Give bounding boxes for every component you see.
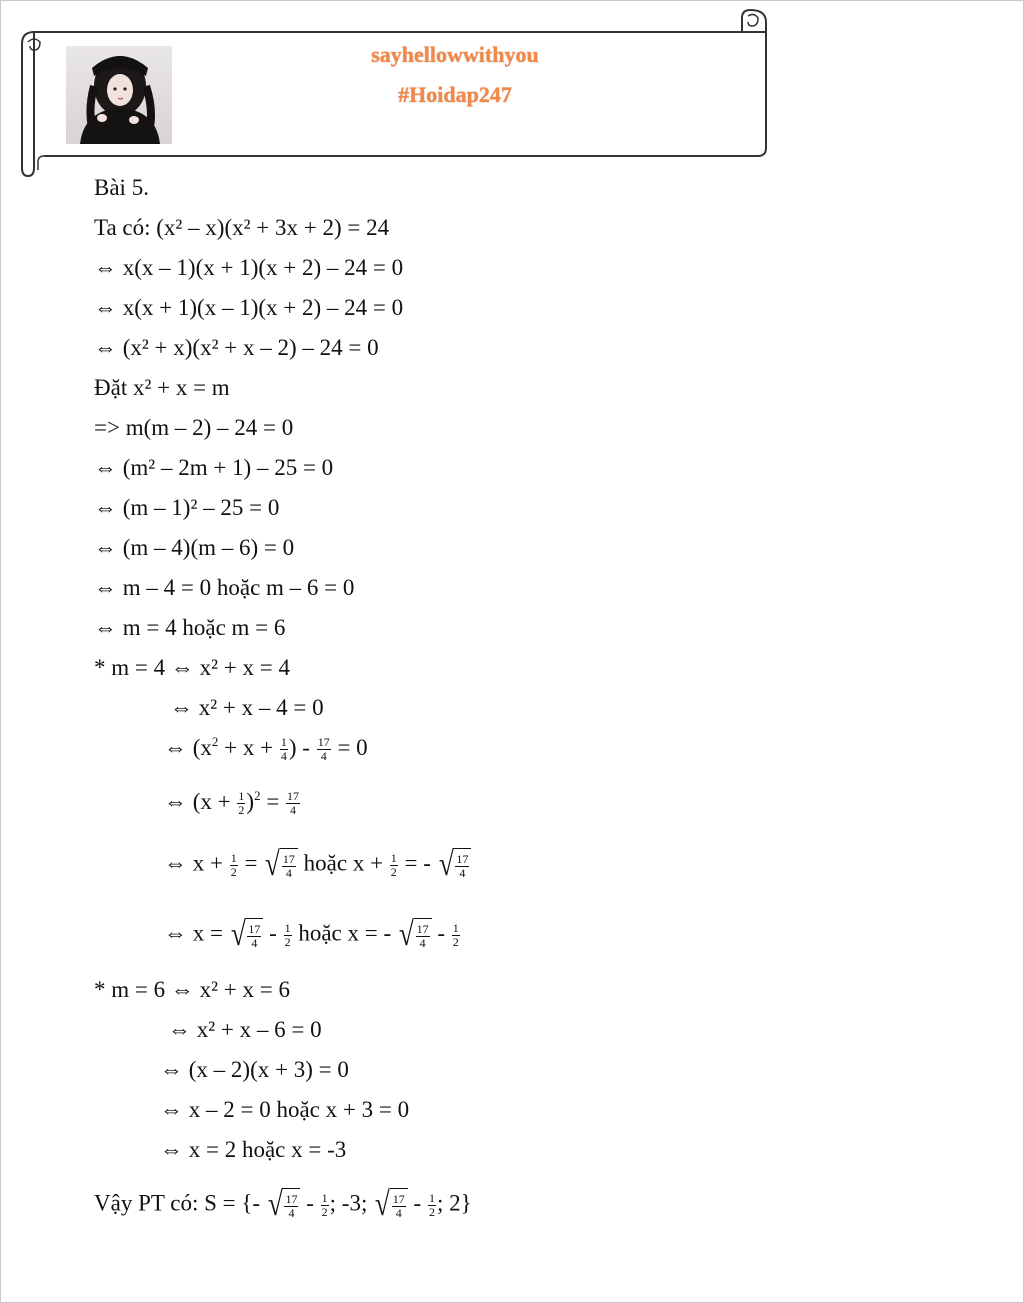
equation-line: ⇔ x = √ $\frac{17}{4}$ - $\frac{1}{2}$ hoặc x = - √ $\frac{17}{4}$ - $\frac{1}{2}$ xyxy=(164,916,459,953)
equation-line: ⇔ x = 2 hoặc x = -3 xyxy=(160,1137,347,1162)
equation-line: ⇔ x(x – 1)(x + 1)(x + 2) – 24 = 0 xyxy=(94,255,404,280)
fraction: $\frac{17}{4}$ xyxy=(287,789,300,818)
equation-line: => m(m – 2) – 24 = 0 xyxy=(94,415,294,440)
equation-line: ⇔ x² + x – 6 = 0 xyxy=(168,1017,322,1042)
fraction: $\frac{1}{2}$ xyxy=(238,789,245,818)
case-heading: * m = 4 ⇔ x² + x = 4 xyxy=(94,655,290,680)
square-root: √ $\frac{17}{4}$ xyxy=(373,1188,408,1222)
equation-line: ⇔ x² + x – 4 = 0 xyxy=(170,695,324,720)
square-root: √ $\frac{17}{4}$ xyxy=(437,848,472,882)
equation-line: ⇔ x – 2 = 0 hoặc x + 3 = 0 xyxy=(160,1097,410,1122)
exercise-title: Bài 5. xyxy=(94,175,149,200)
equation-line: Ta có: (x² – x)(x² + 3x + 2) = 24 xyxy=(94,215,390,240)
fraction: $\frac{1}{2}$ xyxy=(390,850,397,879)
equation-line: ⇔ (m² – 2m + 1) – 25 = 0 xyxy=(94,455,334,480)
equation-line: ⇔ (m – 4)(m – 6) = 0 xyxy=(94,535,295,560)
fraction: $\frac{1}{2}$ xyxy=(321,1190,328,1219)
exponent: 2 xyxy=(211,734,219,749)
square-root: √ $\frac{17}{4}$ xyxy=(263,848,298,882)
substitution-line: Đặt x² + x = m xyxy=(94,375,230,400)
case-heading: * m = 6 ⇔ x² + x = 6 xyxy=(94,977,290,1002)
fraction: $\frac{1}{4}$ xyxy=(280,735,287,764)
square-root: √ $\frac{17}{4}$ xyxy=(397,918,432,952)
equation-line: ⇔ (x + $\frac{1}{2}$ )$^2$ = $\frac{17}{4}$ xyxy=(164,788,300,818)
equation-line: ⇔ (m – 1)² – 25 = 0 xyxy=(94,495,280,520)
equation-line: ⇔ ($x^2 + x$ + $\frac{1}{4}$ ) - $\frac{17}{4}$ = 0 xyxy=(164,734,368,764)
fraction: $\frac{1}{2}$ xyxy=(428,1190,435,1219)
exponent: 2 xyxy=(254,788,261,803)
conclusion-line: Vậy PT có: S = {- √ $\frac{17}{4}$ - $\frac{1}{2}$ ; -3; √ $\frac{17}{4}$ - $\frac{1}{2}$ ; 2} xyxy=(94,1186,472,1223)
square-root: √ $\frac{17}{4}$ xyxy=(229,918,264,952)
square-root: √ $\frac{17}{4}$ xyxy=(266,1188,301,1222)
equation-line: ⇔ x + $\frac{1}{2}$ = √ $\frac{17}{4}$ hoặc x + $\frac{1}{2}$ = - √ $\frac{17}{4}$ xyxy=(164,848,471,882)
fraction: $\frac{1}{2}$ xyxy=(452,920,459,949)
fraction: $\frac{17}{4}$ xyxy=(317,735,330,764)
fraction: $\frac{1}{2}$ xyxy=(230,850,237,879)
equation-line: ⇔ (x² + x)(x² + x – 2) – 24 = 0 xyxy=(94,335,379,360)
fraction: $\frac{1}{2}$ xyxy=(284,920,291,949)
equation-line: ⇔ (x – 2)(x + 3) = 0 xyxy=(160,1057,349,1082)
brand-hashtag: #Hoidap247 xyxy=(398,82,512,107)
equation-line: ⇔ x(x + 1)(x – 1)(x + 2) – 24 = 0 xyxy=(94,295,404,320)
brand-name: sayhellowwithyou xyxy=(371,42,539,67)
equation-line: ⇔ m – 4 = 0 hoặc m – 6 = 0 xyxy=(94,575,355,600)
equation-line: ⇔ m = 4 hoặc m = 6 xyxy=(94,615,286,640)
